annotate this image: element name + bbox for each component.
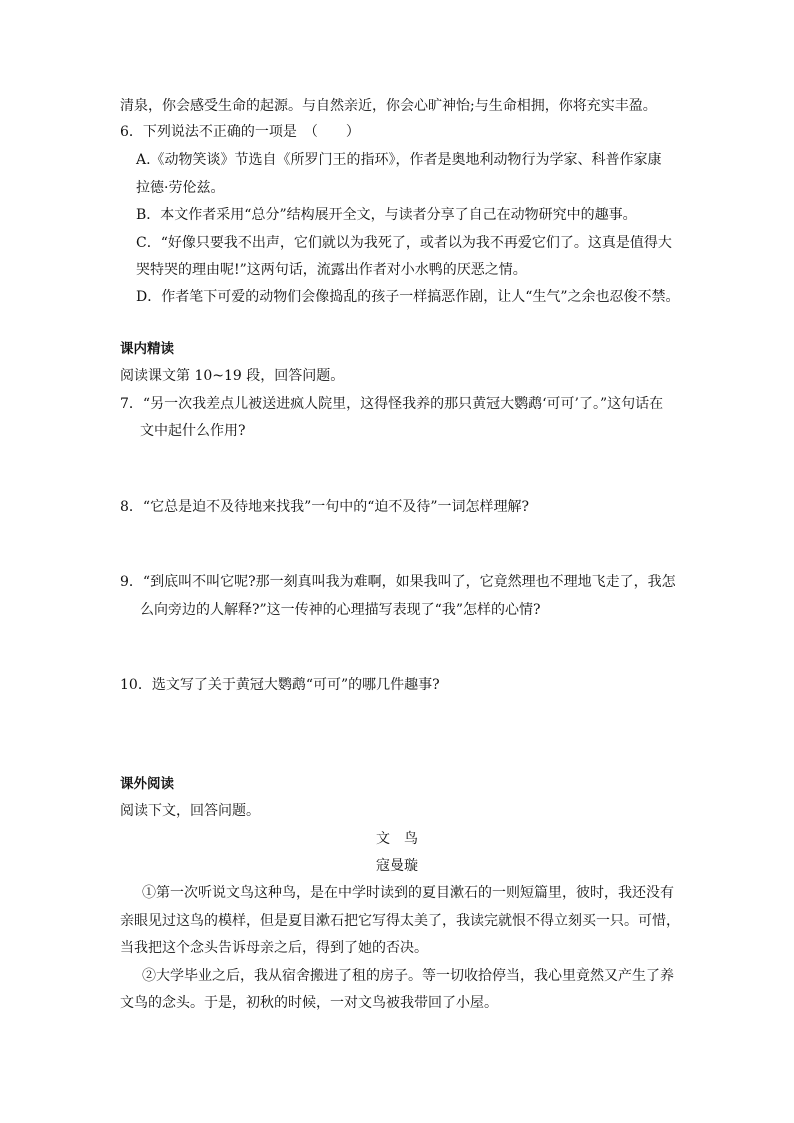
- question-6-stem: 6．下列说法不正确的一项是 （ ）: [120, 124, 360, 140]
- article-paragraph-2-line-2: 文鸟的念头。于是，初秋的时候，一对文鸟被我带回了小屋。: [120, 995, 498, 1011]
- article-title: 文 鸟: [376, 831, 418, 847]
- question-7: 7．“另一次我差点儿被送进疯人院里，这得怪我养的那只黄冠大鹦鹉‘可可’了。”这句话在: [120, 396, 664, 412]
- question-10: 10．选文写了关于黄冠大鹦鹉“可可”的哪几件趣事?: [120, 677, 440, 693]
- question-9: 9．“到底叫不叫它呢?那一刻真叫我为难啊，如果我叫了，它竟然理也不理地飞走了，我怎: [120, 574, 676, 590]
- question-6-option-b: B．本文作者采用“总分”结构展开全文，与读者分享了自己在动物研究中的趣事。: [136, 207, 637, 223]
- question-6-option-c-cont: 哭特哭的理由呢!”这两句话，流露出作者对小水鸭的厌恶之情。: [136, 262, 527, 278]
- section-heading-extracurricular: 课外阅读: [120, 776, 174, 792]
- article-paragraph-1: ①第一次听说文鸟这种鸟，是在中学时读到的夏目漱石的一则短篇里，彼时，我还没有: [142, 885, 674, 901]
- article-paragraph-1-line-2: 亲眼见过这鸟的模样，但是夏目漱石把它写得太美了，我读完就恨不得立刻买一只。可惜，: [120, 913, 680, 929]
- question-7-cont: 文中起什么作用?: [140, 423, 246, 439]
- question-9-cont: 么向旁边的人解释?”这一传神的心理描写表现了“我”怎样的心情?: [140, 602, 541, 618]
- article-author: 寇曼璇: [376, 858, 418, 874]
- section-heading-in-class: 课内精读: [120, 341, 174, 357]
- question-6-option-a-cont: 拉德·劳伦兹。: [136, 180, 225, 196]
- intro-line: 清泉，你会感受生命的起源。与自然亲近，你会心旷神怡;与生命相拥，你将充实丰盈。: [120, 98, 657, 114]
- article-paragraph-1-line-3: 当我把这个念头告诉母亲之后，得到了她的否决。: [120, 940, 428, 956]
- question-8: 8．“它总是迫不及待地来找我”一句中的“迫不及待”一词怎样理解?: [120, 499, 530, 515]
- section-extracurricular-instruction: 阅读下文，回答问题。: [120, 803, 260, 819]
- question-6-option-a: A.《动物笑谈》节选自《所罗门王的指环》，作者是奥地利动物行为学家、科普作家康: [136, 152, 662, 168]
- question-6-option-d: D．作者笔下可爱的动物们会像捣乱的孩子一样搞恶作剧，让人“生气”之余也忍俊不禁。: [136, 289, 680, 305]
- article-paragraph-2: ②大学毕业之后，我从宿舍搬进了租的房子。等一切收拾停当，我心里竟然又产生了养: [142, 968, 674, 984]
- question-6-option-c: C．“好像只要我不出声，它们就以为我死了，或者以为我不再爱它们了。这真是值得大: [136, 235, 672, 251]
- section-in-class-instruction: 阅读课文第 10~19 段，回答问题。: [120, 368, 345, 384]
